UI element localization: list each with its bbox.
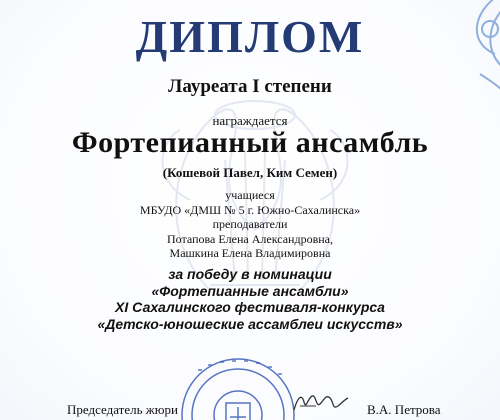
round-seal-icon [178,355,298,420]
nomination-block [0,266,500,332]
teacher-name: Машкина Елена Владимировна [169,246,331,260]
ensemble-name: Фортепианный ансамбль [71,126,429,159]
awarded-text: награждается [212,113,288,128]
ensemble-members: (Кошевой Павел, Ким Семен) [162,165,338,180]
teacher-name: Потапова Елена Александровна, [167,231,333,246]
degree-heading: Лауреата I степени [168,76,332,97]
school-name: МБУДО «ДМШ № 5 г. Южно-Сахалинска» [139,202,361,217]
nomination-line: «Фортепианные ансамбли» [151,282,349,299]
nomination-line: за победу в номинации [168,266,332,282]
teachers-label: преподаватели [212,217,288,231]
chairman-label: Председатель жюри [67,402,178,417]
nomination-line: «Детско-юношеские ассамблеи искусств» [97,315,403,332]
diploma-title: ДИПЛОМ [135,11,365,62]
chairman-name: В.А. Петрова [367,402,441,417]
students-block [0,188,500,261]
handwritten-signature [290,388,350,418]
nomination-line: XI Сахалинского фестиваля-конкурса [115,299,385,315]
students-label: учащиеся [225,188,275,202]
